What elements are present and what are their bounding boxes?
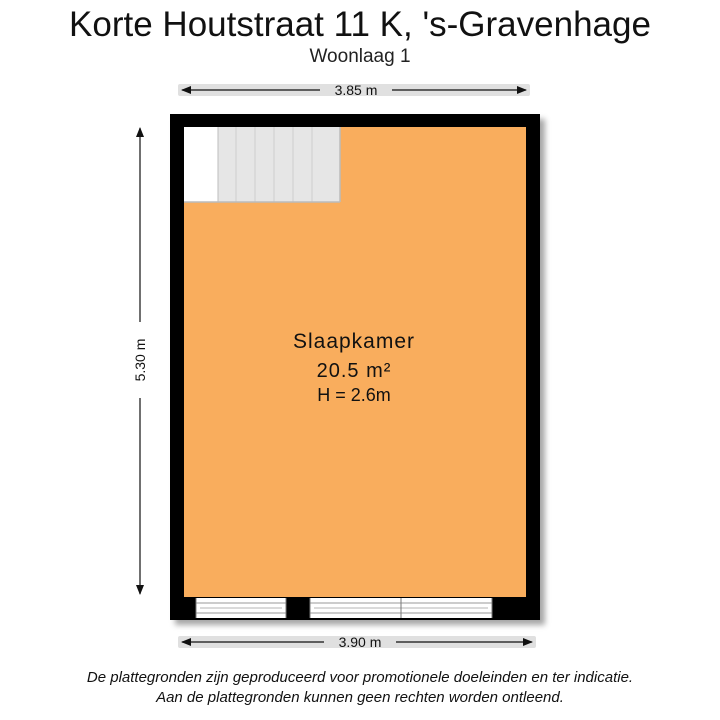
dimension-top-label: 3.85 m: [334, 82, 378, 98]
disclaimer-line-2: Aan de plattegronden kunnen geen rechten worden ontleend.: [156, 689, 564, 706]
plan-title: Korte Houtstraat 11 K, 's-Gravenhage: [69, 5, 651, 44]
dimension-left: [132, 128, 148, 594]
floor-level-label: Woonlaag 1: [309, 46, 411, 67]
disclaimer: [0, 668, 720, 708]
dimension-bottom: [178, 634, 536, 650]
disclaimer-line-1: De plattegronden zijn geproduceerd voor promotionele doeleinden en ter indicatie.: [86, 669, 634, 686]
dimension-left-label: 5.30 m: [132, 338, 148, 382]
room-area: 20.5 m²: [316, 360, 392, 382]
dimension-top: [178, 82, 530, 98]
room-height: H = 2.6m: [317, 385, 391, 405]
room-name: Slaapkamer: [292, 330, 416, 353]
staircase: [184, 127, 340, 202]
window-left: [196, 598, 286, 618]
window-right: [310, 598, 492, 618]
dimension-bottom-label: 3.90 m: [338, 634, 382, 650]
